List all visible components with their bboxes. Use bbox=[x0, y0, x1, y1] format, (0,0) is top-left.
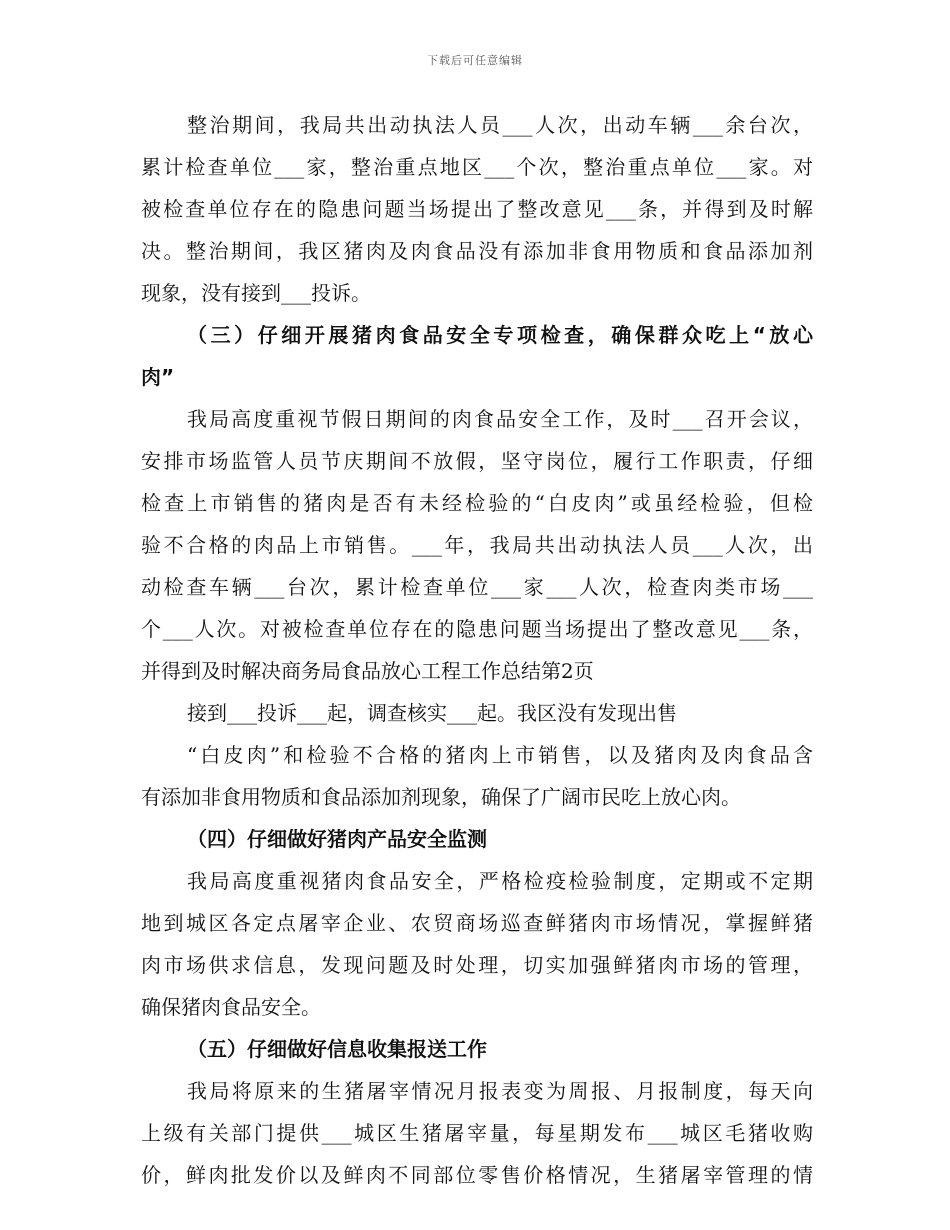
paragraph-line: 接到___投诉___起，调查核实___起。我区没有发现出售 bbox=[187, 701, 677, 725]
paragraph-line: 我局高度重视猪肉食品安全，严格检疫检验制度，定期或不定期 bbox=[187, 869, 813, 893]
paragraph-line: 动检查车辆___台次，累计检查单位___家___人次，检查肉类市场___ bbox=[141, 575, 813, 599]
paragraph-line: “白皮肉”和检验不合格的猪肉上市销售，以及猪肉及肉食品含 bbox=[187, 743, 813, 767]
paragraph-line: 被检查单位存在的隐患问题当场提出了整改意见___条，并得到及时解 bbox=[141, 197, 813, 221]
paragraph-line: 个___人次。对被检查单位存在的隐患问题当场提出了整改意见___条， bbox=[141, 617, 813, 641]
paragraph-line: 验不合格的肉品上市销售。___年，我局共出动执法人员___人次，出 bbox=[141, 533, 813, 557]
paragraph-line: 确保猪肉食品安全。 bbox=[141, 995, 321, 1019]
paragraph-line: 地到城区各定点屠宰企业、农贸商场巡查鲜猪肉市场情况，掌握鲜猪 bbox=[141, 911, 813, 935]
paragraph-line: 累计检查单位___家，整治重点地区___个次，整治重点单位___家。对 bbox=[141, 155, 813, 179]
section-heading-line: 肉” bbox=[141, 365, 175, 389]
paragraph-line: 我局高度重视节假日期间的肉食品安全工作，及时___召开会议， bbox=[187, 407, 813, 431]
document-body bbox=[141, 104, 813, 1196]
paragraph-line: 价，鲜肉批发价以及鲜肉不同部位零售价格情况，生猪屠宰管理的情 bbox=[141, 1163, 813, 1187]
page-header: 下载后可任意编辑 bbox=[427, 54, 523, 67]
paragraph-line: 整治期间，我局共出动执法人员___人次，出动车辆___余台次， bbox=[187, 113, 813, 137]
paragraph-line: 决。整治期间，我区猪肉及肉食品没有添加非食用物质和食品添加剂 bbox=[141, 239, 813, 263]
paragraph-line: 并得到及时解决商务局食品放心工程工作总结第2页 bbox=[141, 659, 594, 683]
paragraph-line: 肉市场供求信息，发现问题及时处理，切实加强鲜猪肉市场的管理， bbox=[141, 953, 813, 977]
section-heading-line: （四）仔细做好猪肉产品安全监测 bbox=[187, 827, 487, 851]
paragraph-line: 我局将原来的生猪屠宰情况月报表变为周报、月报制度，每天向 bbox=[187, 1079, 813, 1103]
section-heading-line: （五）仔细做好信息收集报送工作 bbox=[187, 1037, 487, 1061]
paragraph-line: 检查上市销售的猪肉是否有未经检验的“白皮肉”或虽经检验，但检 bbox=[141, 491, 813, 515]
paragraph-line: 上级有关部门提供___城区生猪屠宰量，每星期发布___城区毛猪收购 bbox=[141, 1121, 813, 1145]
paragraph-line: 有添加非食用物质和食品添加剂现象，确保了广阔市民吃上放心肉。 bbox=[141, 785, 741, 809]
paragraph-line: 安排市场监管人员节庆期间不放假，坚守岗位，履行工作职责，仔细 bbox=[141, 449, 813, 473]
paragraph-line: 现象，没有接到___投诉。 bbox=[141, 281, 371, 305]
section-heading-line: （三）仔细开展猪肉食品安全专项检查，确保群众吃上“放心 bbox=[187, 323, 813, 347]
